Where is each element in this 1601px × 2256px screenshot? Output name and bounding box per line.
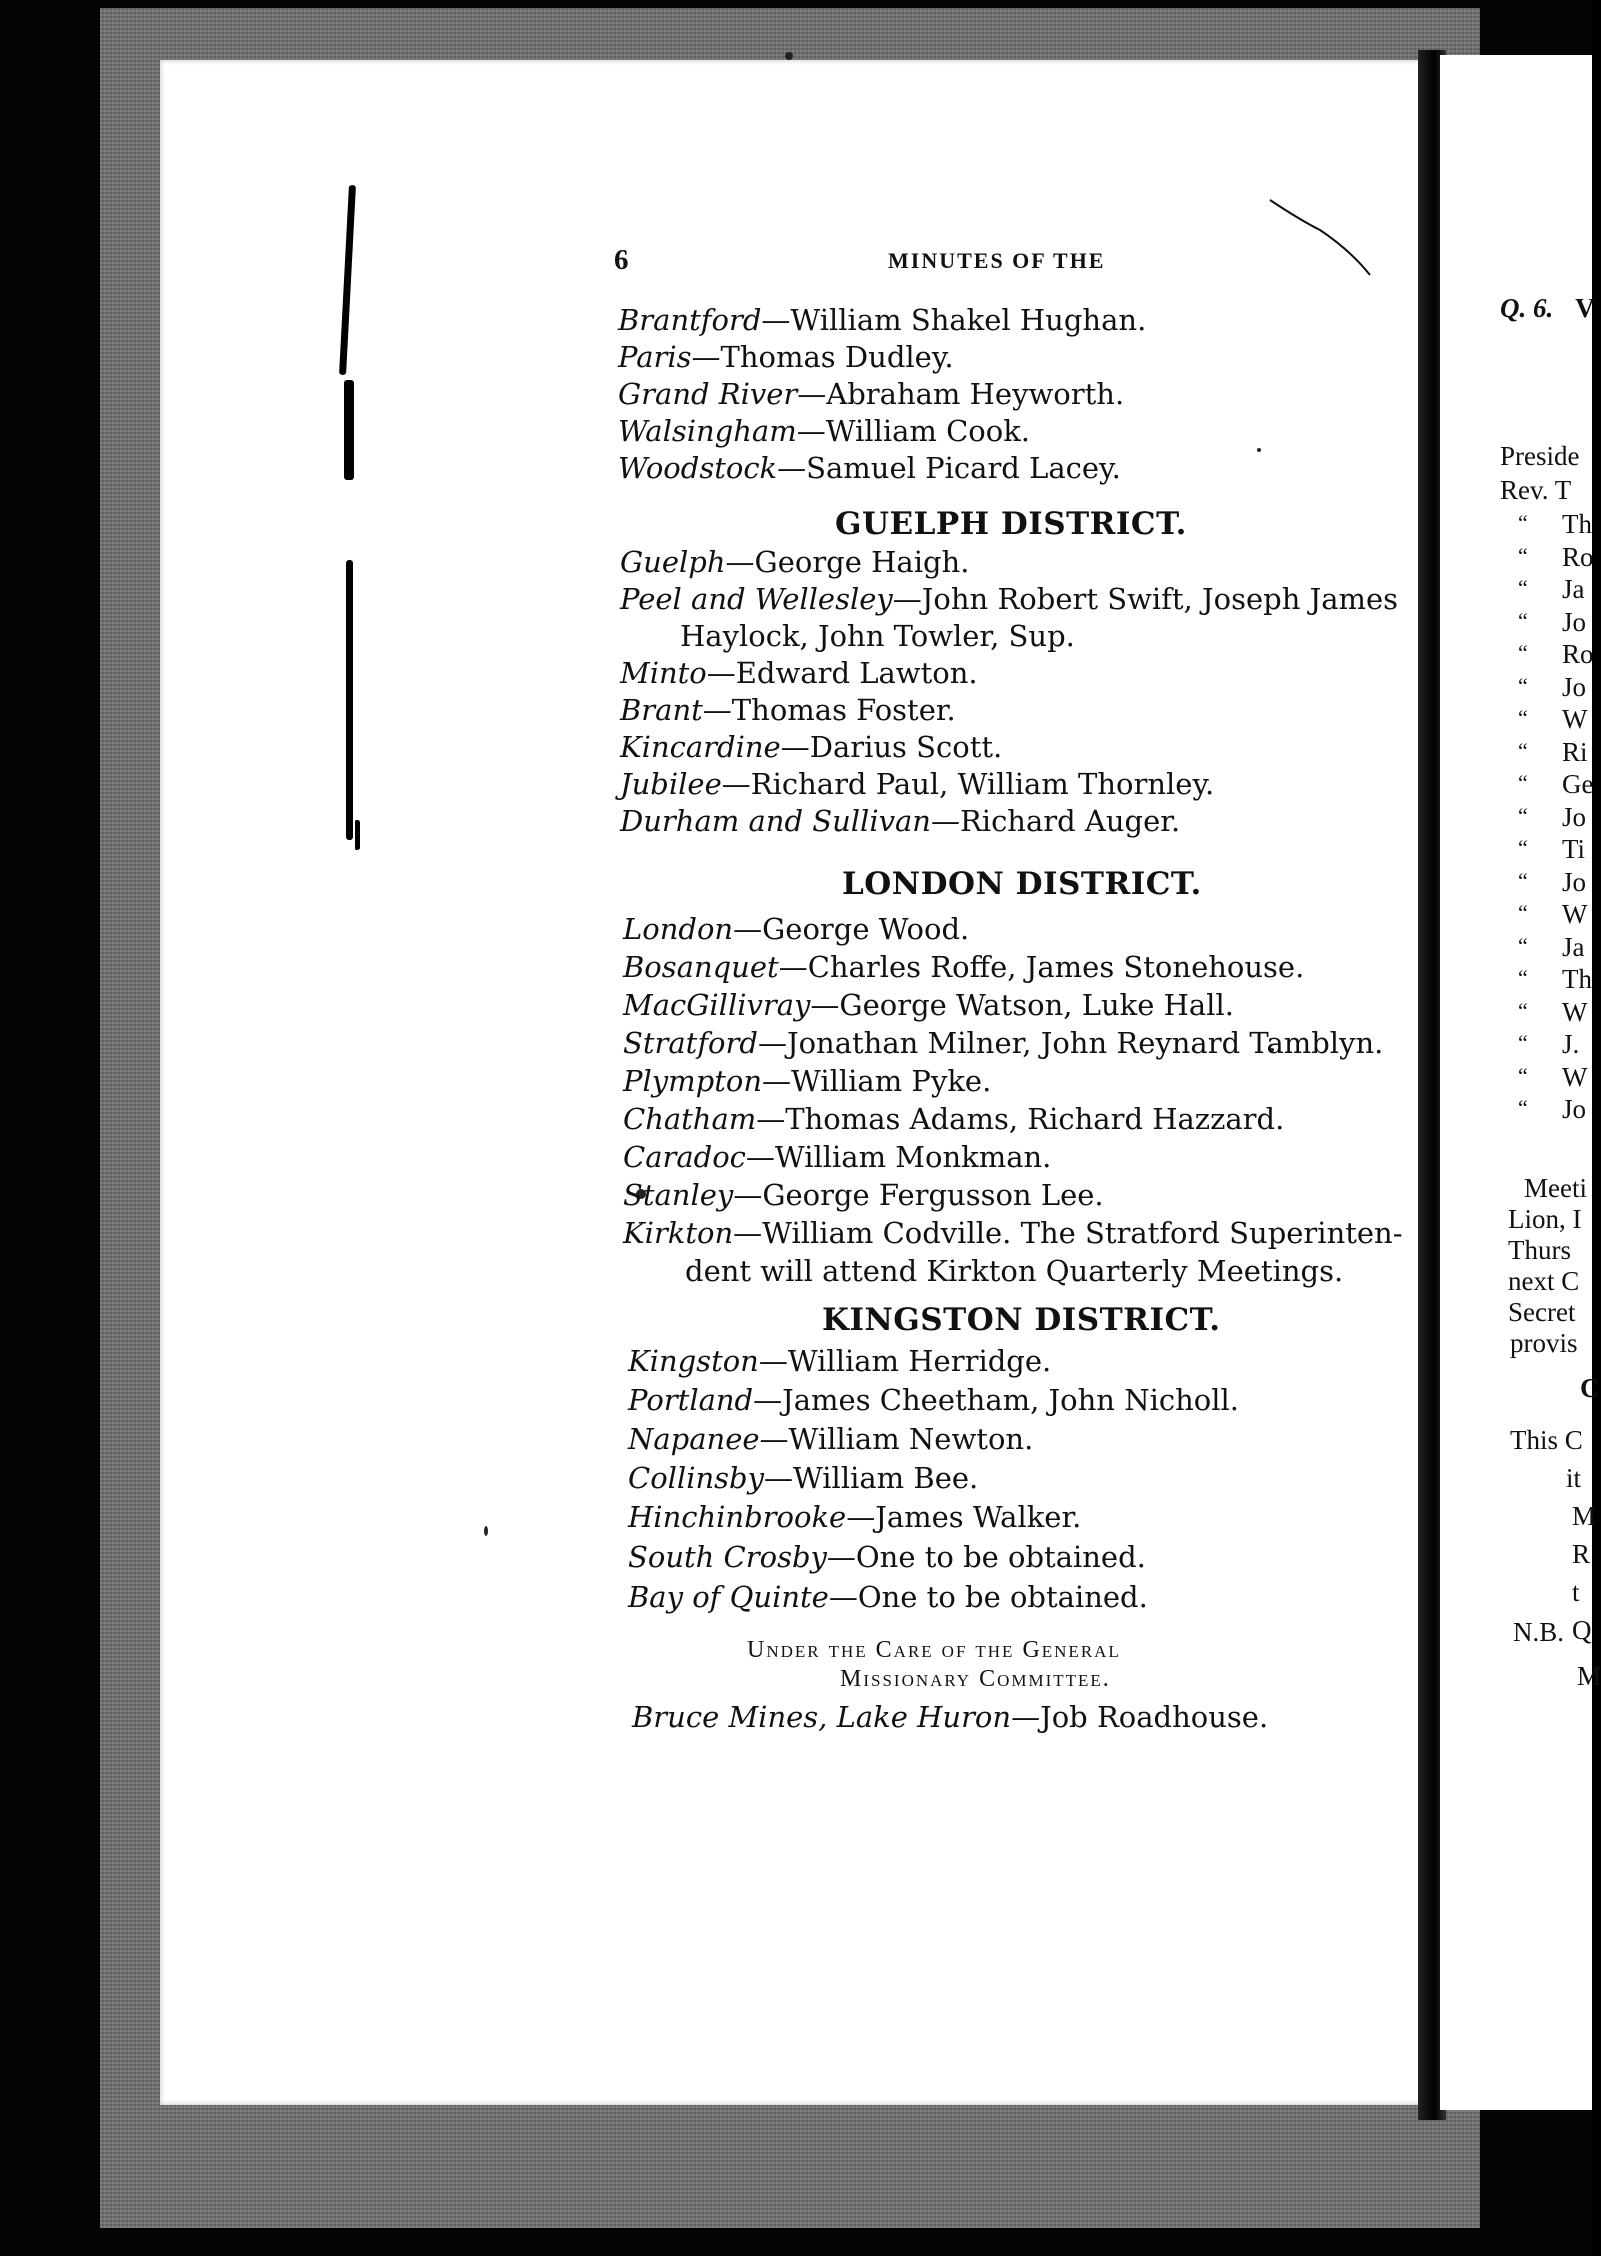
london-district-heading: LONDON DISTRICT. <box>842 866 1202 902</box>
place-name: Brantford <box>618 303 762 337</box>
place-name: Portland <box>628 1383 754 1417</box>
entry-rest: —James Cheetham, John Nicholl. <box>753 1383 1240 1417</box>
place-name: Hinchinbrooke <box>628 1500 847 1534</box>
place-name: South Crosby <box>628 1540 827 1574</box>
indented-fragment: it <box>1566 1463 1582 1493</box>
preside-fragment: Preside <box>1500 441 1580 471</box>
entry-rest: —Richard Paul, William Thornley. <box>721 767 1215 801</box>
entry-rest: —Jonathan Milner, John Reynard Tamblyn. <box>757 1026 1384 1060</box>
entry-rest: —George Fergusson Lee. <box>733 1178 1104 1212</box>
name-fragment: W <box>1562 899 1588 929</box>
entry-rest: —William Newton. <box>759 1422 1034 1456</box>
entry-rest: —George Wood. <box>733 912 970 946</box>
place-name: Jubilee <box>620 767 722 801</box>
ditto-mark: “ <box>1518 737 1528 763</box>
entry-rest: —Richard Auger. <box>930 804 1181 838</box>
name-fragment: Jo <box>1562 1094 1587 1124</box>
running-head: MINUTES OF THE <box>888 248 1106 273</box>
place-name: Kingston <box>628 1344 759 1378</box>
indented-fragment: t <box>1572 1577 1580 1607</box>
entry-rest: —One to be obtained. <box>826 1540 1146 1574</box>
entry-rest: —Thomas Adams, Richard Hazzard. <box>756 1102 1285 1136</box>
ditto-mark: “ <box>1518 705 1528 730</box>
entry-rest: —One to be obtained. <box>828 1580 1148 1614</box>
entry-rest: Haylock, John Towler, Sup. <box>680 619 1075 653</box>
entry-rest: —Abraham Heyworth. <box>797 377 1125 411</box>
place-name: Kincardine <box>620 730 781 764</box>
ditto-mark: “ <box>1518 542 1528 568</box>
name-fragment: W <box>1562 1061 1588 1092</box>
ditto-mark: “ <box>1518 932 1528 958</box>
ditto-mark: “ <box>1518 770 1528 795</box>
entry-rest: dent will attend Kirkton Quarterly Meetings. <box>685 1254 1344 1288</box>
ditto-mark: “ <box>1518 1095 1528 1120</box>
name-fragment: Jo <box>1562 606 1587 637</box>
nb-fragment: N.B. <box>1513 1617 1565 1647</box>
place-name: Kirkton <box>623 1216 734 1250</box>
place-name: Guelph <box>620 545 726 579</box>
name-fragment: Ri <box>1562 736 1588 767</box>
ditto-mark: “ <box>1518 997 1528 1023</box>
ditto-mark: “ <box>1518 867 1528 893</box>
entry-rest: —William Pyke. <box>762 1064 992 1098</box>
name-fragment: W <box>1562 704 1588 734</box>
ditto-mark: “ <box>1518 640 1528 665</box>
place-name: Woodstock <box>618 451 778 485</box>
paragraph-fragment: Meeti <box>1524 1173 1587 1203</box>
ditto-mark: “ <box>1518 802 1528 828</box>
name-fragment: J. <box>1562 1029 1580 1059</box>
indented-fragment: Q <box>1572 1615 1592 1645</box>
entry-rest: —Thomas Dudley. <box>691 340 954 374</box>
entry-rest: —George Haigh. <box>725 545 970 579</box>
place-name: Bay of Quinte <box>628 1580 829 1614</box>
name-fragment: Ro <box>1562 639 1594 669</box>
indented-fragment: R <box>1572 1539 1591 1569</box>
place-name: MacGillivray <box>623 988 811 1022</box>
name-fragment: Ja <box>1562 931 1585 962</box>
care-heading-line-2: Missionary Committee. <box>840 1666 1111 1692</box>
place-name: Minto <box>620 656 707 690</box>
place-name: Grand River <box>618 377 798 411</box>
ditto-mark: “ <box>1518 1030 1528 1055</box>
name-fragment: Th <box>1562 964 1592 994</box>
c-heading-fragment: C <box>1580 1373 1600 1403</box>
place-name: Plympton <box>623 1064 763 1098</box>
entry-rest: —William Monkman. <box>745 1140 1052 1174</box>
paragraph-fragment: provis <box>1510 1328 1578 1358</box>
name-fragment: W <box>1562 996 1588 1027</box>
ditto-mark: “ <box>1518 510 1528 535</box>
entry-rest: —William Bee. <box>763 1461 979 1495</box>
guelph-district-heading: GUELPH DISTRICT. <box>835 506 1187 542</box>
place-name: Bruce Mines, Lake Huron <box>632 1700 1012 1734</box>
name-fragment: Jo <box>1562 671 1587 702</box>
ditto-mark: “ <box>1518 900 1528 925</box>
place-name: Stanley <box>623 1178 734 1212</box>
entry-rest: —William Herridge. <box>758 1344 1052 1378</box>
place-name: London <box>623 912 734 946</box>
entry-rest: —Thomas Foster. <box>702 693 956 727</box>
place-name: Chatham <box>623 1102 757 1136</box>
nb-m-fragment: M <box>1577 1661 1601 1691</box>
paragraph-fragment: Secret <box>1508 1297 1576 1327</box>
entry-rest: —Job Roadhouse. <box>1011 1700 1269 1734</box>
place-name: Walsingham <box>618 414 797 448</box>
entry-rest: —William Cook. <box>796 414 1031 448</box>
ditto-mark: “ <box>1518 607 1528 633</box>
rev-fragment: Rev. T <box>1500 475 1572 505</box>
entry-rest: —George Watson, Luke Hall. <box>810 988 1234 1022</box>
name-fragment: Ti <box>1562 834 1586 864</box>
kingston-district-heading: KINGSTON DISTRICT. <box>822 1302 1221 1338</box>
ditto-mark: “ <box>1518 965 1528 990</box>
care-heading-line-1: Under the Care of the General <box>747 1637 1121 1663</box>
entry-rest: —William Shakel Hughan. <box>761 303 1147 337</box>
ditto-mark: “ <box>1518 672 1528 698</box>
place-name: Caradoc <box>623 1140 746 1174</box>
ditto-mark: “ <box>1518 835 1528 860</box>
place-name: Collinsby <box>628 1461 764 1495</box>
place-name: Stratford <box>623 1026 758 1060</box>
entry-rest: —Samuel Picard Lacey. <box>777 451 1121 485</box>
place-name: Peel and Wellesley <box>620 582 893 616</box>
ditto-mark: “ <box>1518 1062 1528 1088</box>
name-fragment: Ge <box>1562 769 1594 799</box>
paragraph-fragment: Lion, I <box>1508 1204 1582 1234</box>
name-fragment: Th <box>1562 509 1592 539</box>
entry-rest: —Edward Lawton. <box>706 656 978 690</box>
entry-rest: —James Walker. <box>846 1500 1082 1534</box>
place-name: Bosanquet <box>623 950 779 984</box>
entry-rest: —Darius Scott. <box>780 730 1003 764</box>
entry-rest: —John Robert Swift, Joseph James <box>892 582 1399 616</box>
paragraph-fragment: Thurs <box>1508 1235 1571 1265</box>
place-name: Paris <box>618 340 692 374</box>
place-name: Brant <box>620 693 703 727</box>
name-fragment: Jo <box>1562 801 1587 832</box>
name-fragment: Ro <box>1562 541 1594 572</box>
question-number: Q. 6. V <box>1500 293 1595 323</box>
name-fragment: Ja <box>1562 574 1585 604</box>
page-number: 6 <box>614 244 629 276</box>
ditto-mark: “ <box>1518 575 1528 600</box>
entry-rest: —William Codville. The Stratford Superinten- <box>733 1216 1403 1250</box>
paragraph-fragment: next C <box>1508 1266 1580 1296</box>
place-name: Durham and Sullivan <box>620 804 931 838</box>
place-name: Napanee <box>628 1422 760 1456</box>
this-c-fragment: This C <box>1510 1425 1583 1455</box>
entry-rest: —Charles Roffe, James Stonehouse. <box>778 950 1305 984</box>
name-fragment: Jo <box>1562 866 1587 897</box>
indented-fragment: M <box>1572 1501 1597 1531</box>
